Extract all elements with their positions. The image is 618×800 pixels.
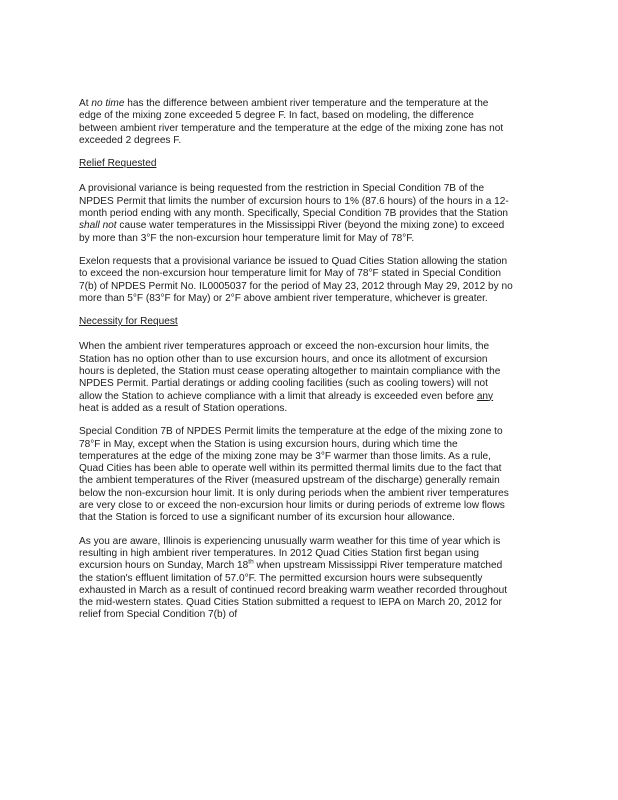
paragraph-ambient-temperatures: When the ambient river temperatures approach or exceed the non-excursion hour limits, the Station has no option other than to use excursion hours, and once its allotment of excursion hours is depleted, the Station must cease operating altogether to maintain compliance with the NPDES Permit. Partial deratings or adding cooling facilities (such as cooling towers) will not allow the Station to achieve compliance with a limit that already is exceeded even before any heat is added as a result of Station operations. [79,341,501,414]
paragraph-provisional-variance: A provisional variance is being requested from the restriction in Special Condition 7B of the NPDES Permit that limits the number of excursion hours to 1% (87.6 hours) of the hours in a 12-month period ending with any month. Specifically, Special Condition 7B provides that the Station shall not cause water temperatures in the Mississippi River (beyond the mixing zone) to exceed by more than 3°F the non-excursion hour temperature limit for May of 78°F. [79,183,509,244]
paragraph-exelon-request: Exelon requests that a provisional variance be issued to Quad Cities Station allowing the station to exceed the non-excursion hour temperature limit for May of 78°F stated in Special Condition 7(b) of NPDES Permit No. IL0005037 for the period of May 23, 2012 through May 29, 2012 by no more than 5°F (83°F for May) or 2°F above ambient river temperature, whichever is greater. [79,255,513,304]
paragraph-warm-weather: As you are aware, Illinois is experiencing unusually warm weather for this time of year which is resulting in high ambient river temperatures. In 2012 Quad Cities Station first began using excursion hours on Sunday, March 18th when upstream Mississippi River temperature matched the station's effluent limitation of 57.0°F. The permitted excursion hours were subsequently exhausted in March as a result of continued record breaking warm weather recorded throughout the mid-western states. Quad Cities Station submitted a request to IEPA on March 20, 2012 for relief from Special Condition 7(b) of [79,535,508,621]
emphasis-no-time: no time [91,98,125,109]
heading-relief-requested: Relief Requested [79,158,157,170]
paragraph-mixing-zone: At no time has the difference between ambient river temperature and the temperature at the edge of the mixing zone exceeded 5 degree F. In fact, based on modeling, the difference between ambient river temperature and the temperature at the edge of the mixing zone has not exceeded 2 degrees F. [79,98,504,146]
heading-necessity-for-request: Necessity for Request [79,316,178,328]
paragraph-special-condition-7b: Special Condition 7B of NPDES Permit limits the temperature at the edge of the mixing zone to 78°F in May, except when the Station is using excursion hours, during which time the temperatures at the edge of the mixing zone may be 3°F warmer than those limits. As a rule, Quad Cities has been able to operate well within its permitted thermal limits due to the fact that the ambient temperatures of the River (measured upstream of the discharge) generally remain below the non-excursion hour limit. It is only during periods when the ambient river temperatures are very close to or exceed the non-excursion hour limits or during periods of extreme low flows that the Station is forced to use a significant number of its excursion hour allowance. [79,426,509,524]
emphasis-shall-not: shall not [79,220,117,232]
underlined-any: any [476,390,494,402]
superscript-th: th [248,558,254,566]
document-page [79,98,513,622]
